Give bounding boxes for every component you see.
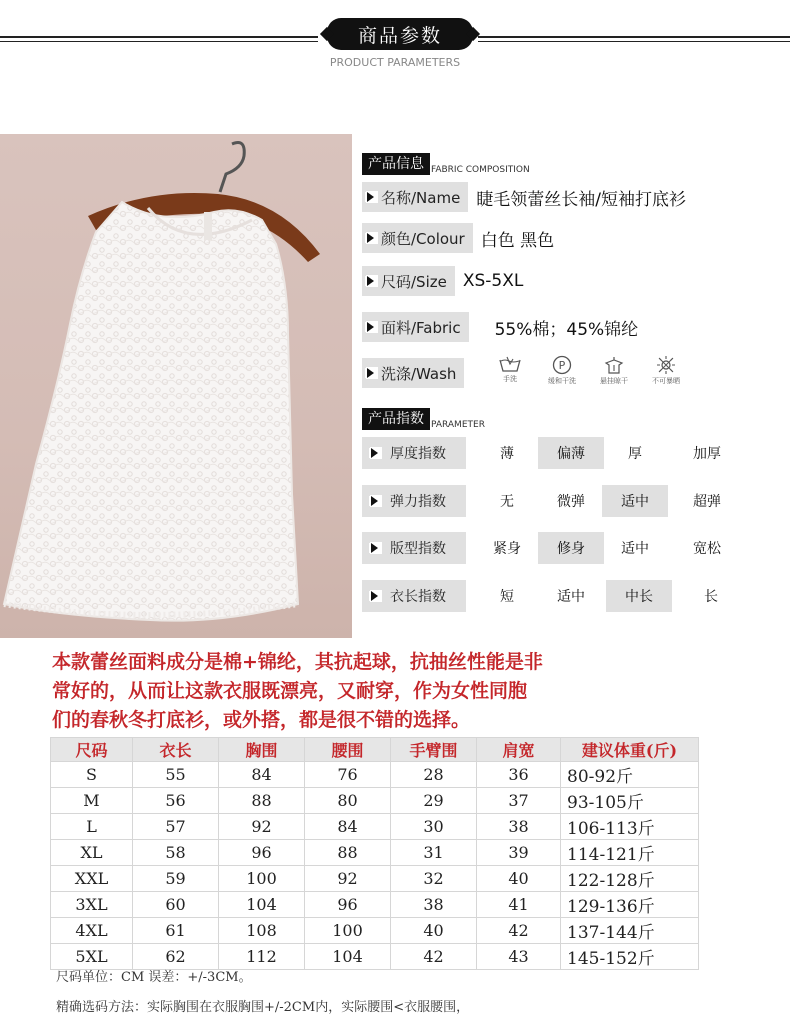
param-option: 超弹 <box>693 494 721 510</box>
info-label-box <box>362 266 455 296</box>
param-option-selected: 中长 <box>606 580 672 612</box>
hand-wash-icon <box>498 355 522 373</box>
arrow-right-icon <box>366 275 378 287</box>
info-row-name <box>362 182 686 212</box>
arrow-right-icon <box>370 495 382 507</box>
info-label: 尺码/Size <box>381 272 447 291</box>
table-row: XXL 59 100 92 32 40 122-128斤 <box>51 866 699 892</box>
product-description <box>52 648 752 735</box>
param-option: 紧身 <box>493 541 521 557</box>
product-info-heading <box>362 153 530 175</box>
arrow-right-icon <box>370 542 382 554</box>
param-option-selected: 适中 <box>602 485 668 517</box>
info-label-box <box>362 312 469 342</box>
wash-icons <box>490 355 686 386</box>
product-photo <box>0 134 352 638</box>
description-line: 本款蕾丝面料成分是棉+锦纶，其抗起球，抗抽丝性能是非 <box>52 651 543 673</box>
param-option-selected: 修身 <box>538 532 604 564</box>
param-option: 适中 <box>557 589 585 605</box>
table-row: L 57 92 84 30 38 106-113斤 <box>51 814 699 840</box>
parameter-title-en: PARAMETER <box>431 420 485 430</box>
info-label-box <box>362 223 473 253</box>
param-option: 薄 <box>500 446 514 462</box>
info-value-fabric: 55%棉；45%锦纶 <box>494 319 639 340</box>
page-title: 商品参数 <box>327 18 473 50</box>
product-info-title: 产品信息 <box>362 153 430 175</box>
header-rule-left <box>0 36 318 38</box>
header-cell: 胸围 <box>219 738 305 762</box>
wash-item: 不可暴晒 <box>646 355 686 386</box>
info-row-colour <box>362 223 554 253</box>
param-option-selected: 偏薄 <box>538 437 604 469</box>
no-sun-icon <box>654 355 678 375</box>
arrow-right-icon <box>370 447 382 459</box>
info-label: 洗涤/Wash <box>381 364 457 383</box>
header-cell: 衣长 <box>133 738 219 762</box>
param-label-fit: 版型指数 <box>362 532 466 564</box>
param-label-length: 衣长指数 <box>362 580 466 612</box>
info-value-size: XS-5XL <box>462 271 524 291</box>
param-option: 宽松 <box>693 541 721 557</box>
header-rule-right <box>478 36 790 38</box>
page-subtitle: PRODUCT PARAMETERS <box>329 56 461 69</box>
header-rule-left-thin <box>0 41 318 42</box>
table-row: 3XL 60 104 96 38 41 129-136斤 <box>51 892 699 918</box>
header-cell: 建议体重(斤) <box>561 738 699 762</box>
table-row: M 56 88 80 29 37 93-105斤 <box>51 788 699 814</box>
info-label: 面料/Fabric <box>381 318 461 337</box>
size-unit-note: 尺码单位：CM 误差：+/-3CM。 <box>56 970 252 985</box>
size-table <box>50 737 699 970</box>
header-cell: 腰围 <box>305 738 391 762</box>
info-label: 颜色/Colour <box>381 229 465 248</box>
param-option: 短 <box>500 589 514 605</box>
wash-item: 悬挂晾干 <box>594 355 634 386</box>
table-row: 5XL 62 112 104 42 43 145-152斤 <box>51 944 699 970</box>
header-cell: 肩宽 <box>477 738 561 762</box>
info-label: 名称/Name <box>381 188 461 207</box>
header-cell: 手臂围 <box>391 738 477 762</box>
product-info-title-en: FABRIC COMPOSITION <box>431 165 530 175</box>
param-option: 微弹 <box>557 494 585 510</box>
dry-clean-icon <box>550 355 574 375</box>
info-value-colour: 白色 黑色 <box>480 230 555 251</box>
param-label-thickness: 厚度指数 <box>362 437 466 469</box>
arrow-right-icon <box>366 367 378 379</box>
lace-top-illustration <box>0 134 352 638</box>
arrow-right-icon <box>366 321 378 333</box>
size-table-header <box>51 738 699 762</box>
param-label-elasticity: 弹力指数 <box>362 485 466 517</box>
table-row: XL 58 96 88 31 39 114-121斤 <box>51 840 699 866</box>
svg-text:P: P <box>558 359 566 372</box>
arrow-right-icon <box>366 232 378 244</box>
parameter-title: 产品指数 <box>362 408 430 430</box>
param-option: 加厚 <box>693 446 721 462</box>
param-option: 适中 <box>621 541 649 557</box>
arrow-right-icon <box>366 191 378 203</box>
info-row-fabric <box>362 312 638 342</box>
table-row: 4XL 61 108 100 40 42 137-144斤 <box>51 918 699 944</box>
arrow-right-icon <box>370 590 382 602</box>
info-label-box <box>362 182 468 212</box>
parameter-heading <box>362 408 485 430</box>
hang-dry-icon <box>602 355 626 375</box>
wash-item: 手洗 <box>490 355 530 386</box>
wash-item: P 缓和干洗 <box>542 355 582 386</box>
header-cell: 尺码 <box>51 738 133 762</box>
header-rule-right-thin <box>478 41 790 42</box>
description-line: 们的春秋冬打底衫，或外搭，都是很不错的选择。 <box>52 709 471 731</box>
description-line: 常好的，从而让这款衣服既漂亮，又耐穿，作为女性同胞 <box>52 680 528 702</box>
table-row: S 55 84 76 28 36 80-92斤 <box>51 762 699 788</box>
info-row-size <box>362 266 523 296</box>
param-option: 长 <box>704 589 718 605</box>
info-value-name: 睫毛领蕾丝长袖/短袖打底衫 <box>476 189 687 210</box>
info-row-wash <box>362 358 464 388</box>
info-label-box <box>362 358 464 388</box>
param-option: 厚 <box>628 446 642 462</box>
param-option: 无 <box>500 494 514 510</box>
size-method-note: 精确选码方法：实际胸围在衣服胸围+/-2CM内，实际腰围<衣服腰围， <box>56 1000 470 1015</box>
